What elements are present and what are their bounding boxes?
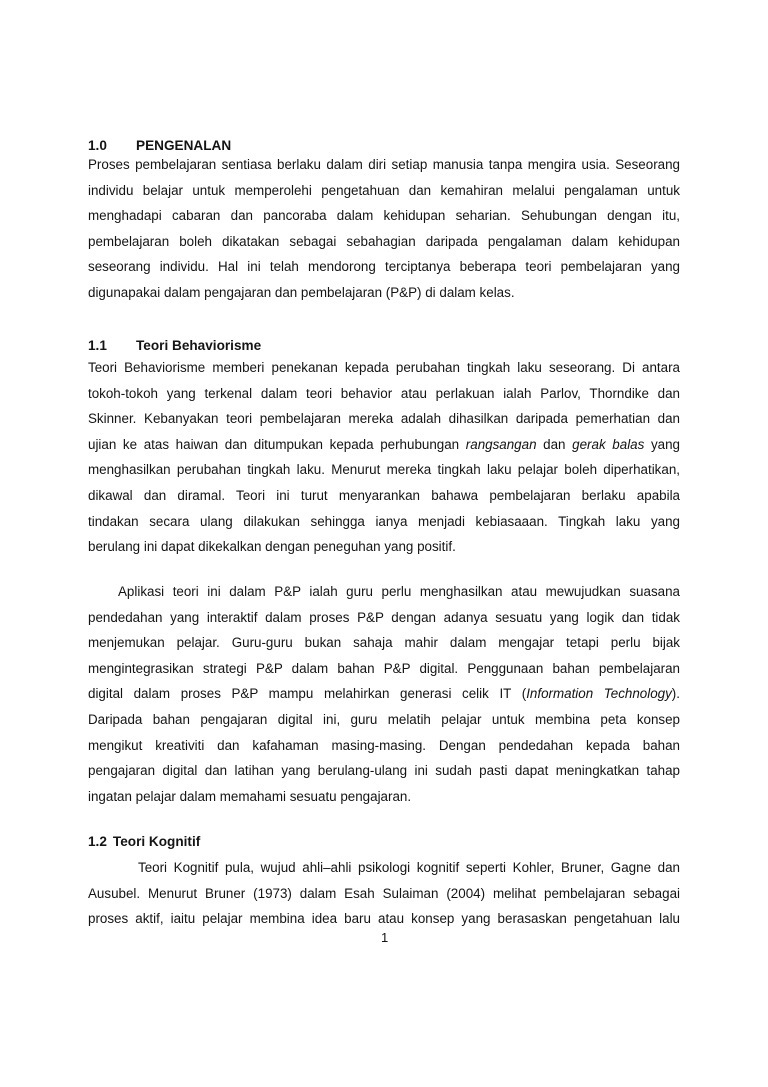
text-segment: Teori Behaviorisme memberi penekanan kepada perubahan tingkah laku seseorang. Di antara	[88, 360, 680, 375]
text-segment: pembelajaran boleh dikatakan sebagai sebahagian daripada pengalaman dalam kehidupan	[88, 233, 680, 249]
text-line	[88, 758, 680, 784]
text-segment: proses aktif, iaitu pelajar membina idea baru atau konsep yang berasaskan pengetahuan lalu	[88, 911, 680, 927]
text-segment: pengajaran digital dan latihan yang berulang-ulang ini sudah pasti dapat meningkatkan tahap	[88, 763, 680, 779]
text-segment: mengikut kreativiti dan kafahaman masing-masing. Dengan pendedahan kepada bahan	[88, 737, 680, 753]
text-segment: ).	[671, 686, 680, 702]
heading-number: 1.2	[88, 834, 107, 849]
heading-number: 1.0	[88, 138, 107, 153]
text-line	[88, 509, 680, 535]
text-line	[88, 229, 680, 255]
text-line	[88, 579, 680, 605]
heading-number: 1.1	[88, 338, 107, 353]
text-segment: Skinner. Kebanyakan teori pembelajaran mereka adalah dihasilkan daripada pemerhatian dan	[88, 411, 680, 427]
text-segment: menjemukan pelajar. Guru-guru bukan sahaja mahir dalam mengajar tetapi perlu bijak	[88, 635, 680, 651]
text-segment: Teori Kognitif pula, wujud ahli–ahli psikologi kognitif seperti Kohler, Bruner, Gagne dan	[138, 860, 680, 875]
page-number: 1	[381, 930, 389, 945]
text-segment: digital dalam proses P&P mampu melahirkan generasi celik IT (	[88, 686, 527, 702]
text-line	[88, 681, 680, 707]
text-segment: dikawal dan diramal. Teori ini turut menyarankan bahawa pembelajaran berlaku apabila	[88, 487, 680, 503]
text-line	[88, 178, 680, 204]
text-segment: ingatan pelajar dalam memahami sesuatu pengajaran.	[88, 788, 412, 804]
text-segment: berulang ini dapat dikekalkan dengan peneguhan yang positif.	[88, 539, 456, 555]
text-segment: menghadapi cabaran dan pancoraba dalam kehidupan seharian. Sehubungan dengan itu,	[88, 208, 680, 224]
text-segment: Proses pembelajaran sentiasa berlaku dalam diri setiap manusia tanpa mengira usia. Seseorang	[88, 157, 680, 172]
heading-teori-behaviorisme	[88, 338, 261, 353]
text-line	[88, 656, 680, 682]
text-segment: Daripada bahan pengajaran digital ini, guru melatih pelajar untuk membina peta konsep	[88, 711, 680, 727]
text-line	[88, 906, 680, 932]
text-line	[88, 630, 680, 656]
text-line	[88, 254, 680, 280]
text-segment: digunapakai dalam pengajaran dan pembelajaran (P&P) di dalam kelas.	[88, 284, 515, 300]
paragraph-pengenalan	[88, 152, 680, 306]
text-line	[88, 280, 680, 306]
text-line	[88, 733, 680, 759]
text-line	[88, 483, 680, 509]
text-segment: Aplikasi teori ini dalam P&P ialah guru perlu menghasilkan atau mewujudkan suasana	[118, 584, 680, 599]
text-line	[88, 203, 680, 229]
heading-teori-kognitif	[88, 834, 200, 849]
text-line	[88, 381, 680, 407]
text-line	[88, 406, 680, 432]
text-segment: seseorang individu. Hal ini telah mendorong terciptanya beberapa teori pembelajaran yang	[88, 259, 680, 275]
text-segment: tindakan secara ulang dilakukan sehingga ianya menjadi kebiasaaan. Tingkah laku yang	[88, 513, 680, 529]
text-line	[88, 355, 680, 381]
text-segment: Ausubel. Menurut Bruner (1973) dalam Esah Sulaiman (2004) melihat pembelajaran sebagai	[88, 885, 680, 901]
heading-pengenalan	[88, 138, 231, 153]
heading-title: PENGENALAN	[136, 138, 232, 153]
text-line	[88, 605, 680, 631]
text-line	[88, 784, 680, 810]
heading-title: Teori Behaviorisme	[136, 338, 262, 353]
italic-term: gerak balas	[572, 436, 645, 452]
text-segment: tokoh-tokoh yang terkenal dalam teori behavior atau perlakuan ialah Parlov, Thorndike dan	[88, 385, 680, 401]
paragraph-behaviorisme-1	[88, 355, 680, 560]
text-line	[88, 881, 680, 907]
paragraph-kognitif	[88, 855, 680, 932]
text-line	[88, 534, 680, 560]
italic-term: rangsangan	[465, 436, 537, 452]
text-line	[88, 707, 680, 733]
paragraph-behaviorisme-2	[88, 579, 680, 809]
text-segment: ujian ke atas haiwan dan ditumpukan kepada perhubungan	[88, 436, 466, 452]
text-segment: menghasilkan perubahan tingkah laku. Menurut mereka tingkah laku pelajar boleh diperhatikan,	[88, 462, 680, 478]
text-segment: dan	[536, 436, 573, 452]
text-line	[88, 855, 680, 881]
italic-term: Information Technology	[526, 686, 672, 702]
heading-title: Teori Kognitif	[112, 834, 201, 849]
text-line	[88, 457, 680, 483]
text-segment: individu belajar untuk memperolehi pengetahuan dan kemahiran melalui pengalaman untuk	[88, 182, 680, 198]
text-segment: yang	[644, 436, 680, 452]
text-line	[88, 152, 680, 178]
text-line	[88, 432, 680, 458]
text-segment: mengintegrasikan strategi P&P dalam bahan P&P digital. Penggunaan bahan pembelajaran	[88, 660, 680, 676]
text-segment: pendedahan yang interaktif dalam proses P&P dengan adanya sesuatu yang logik dan tidak	[88, 609, 680, 625]
